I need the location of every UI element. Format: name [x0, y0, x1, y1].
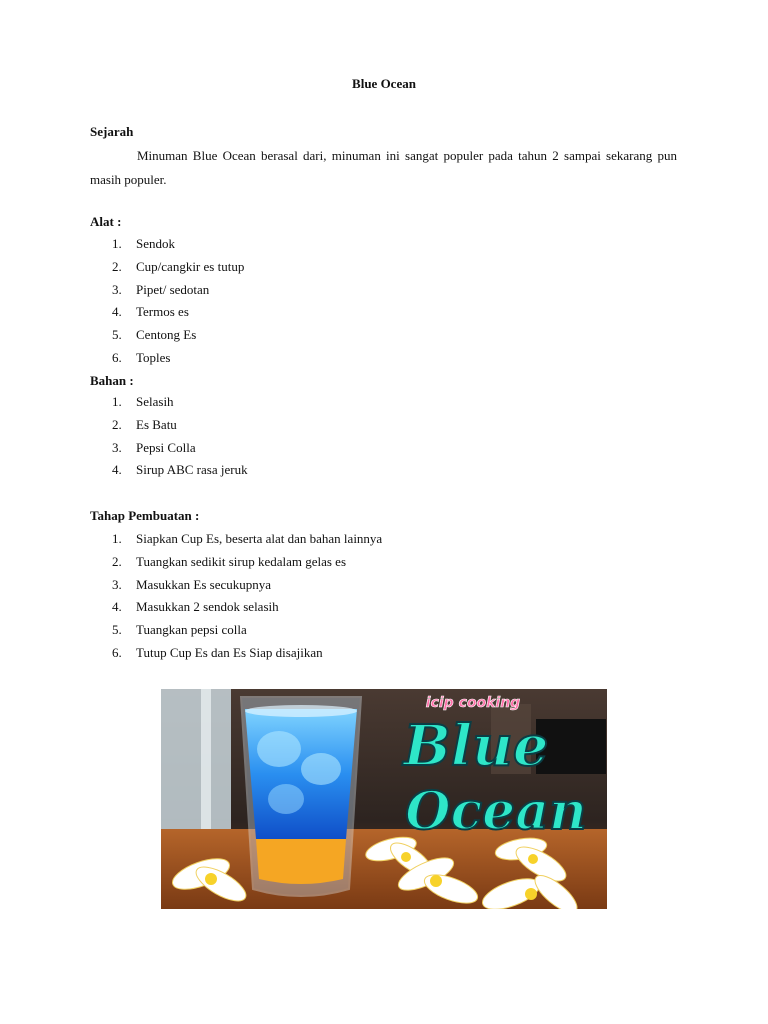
alat-item [90, 301, 244, 324]
list-item-text: Sirup ABC rasa jeruk [136, 462, 248, 478]
list-item-text: Siapkan Cup Es, beserta alat dan bahan lainnya [136, 531, 383, 546]
list-number: 4. [112, 304, 122, 320]
list-number: 5. [112, 327, 122, 343]
alat-item [90, 324, 244, 347]
list-item-text: Tuangkan sedikit sirup kedalam gelas es [136, 553, 347, 569]
tahap-item [90, 596, 382, 619]
list-item-text: Tuangkan pepsi colla [136, 622, 247, 638]
alat-item [90, 279, 244, 302]
sejarah-heading: Sejarah [90, 124, 134, 139]
blue-ocean-photo [161, 689, 607, 909]
tahap-item [90, 619, 382, 642]
alat-item [90, 233, 244, 256]
bahan-item [90, 459, 248, 482]
bahan-item [90, 414, 248, 437]
list-number: 1. [112, 394, 122, 409]
list-number: 6. [112, 644, 122, 660]
tahap-item [90, 642, 382, 665]
photo-title-word1: Blue [403, 713, 549, 779]
list-item-text: Tutup Cup Es dan Es Siap disajikan [136, 644, 323, 660]
list-number: 4. [112, 462, 122, 478]
list-item-text: Pipet/ sedotan [136, 281, 210, 297]
list-number: 4. [112, 599, 122, 615]
list-number: 6. [112, 349, 122, 365]
list-item-text: Cup/cangkir es tutup [136, 258, 245, 274]
alat-item [90, 256, 244, 279]
bahan-heading: Bahan : [90, 373, 134, 388]
list-item-text: Es Batu [136, 416, 177, 432]
list-number: 3. [112, 576, 122, 592]
document-title: Blue Ocean [352, 76, 416, 91]
list-number: 2. [112, 258, 122, 274]
list-item-text: Masukkan 2 sendok selasih [136, 599, 279, 615]
bahan-list [90, 391, 248, 482]
list-number: 3. [112, 439, 122, 455]
list-number: 2. [112, 416, 122, 432]
list-item-text: Termos es [136, 304, 189, 320]
tahap-item [90, 551, 382, 574]
list-number: 2. [112, 553, 122, 569]
alat-list [90, 233, 244, 370]
tahap-list [90, 528, 382, 665]
bahan-item [90, 391, 248, 414]
tahap-heading: Tahap Pembuatan : [90, 508, 200, 523]
alat-heading: Alat : [90, 214, 122, 229]
tahap-item [90, 528, 382, 551]
list-item-text: Masukkan Es secukupnya [136, 576, 272, 592]
alat-item [90, 347, 244, 370]
photo-channel-text: icip cooking [425, 695, 521, 711]
sejarah-paragraph: Minuman Blue Ocean berasal dari, minuman ini sangat populer pada tahun 2 sampai sekarang pun masih populer. [90, 148, 677, 187]
bahan-item [90, 437, 248, 460]
list-item-text: Selasih [136, 394, 174, 409]
tahap-item [90, 574, 382, 597]
list-item-text: Pepsi Colla [136, 439, 196, 455]
list-item-text: Sendok [136, 236, 175, 251]
photo-title-word2: Ocean [405, 781, 587, 842]
list-number: 3. [112, 281, 122, 297]
list-item-text: Centong Es [136, 327, 197, 343]
list-number: 5. [112, 622, 122, 638]
list-item-text: Toples [136, 349, 171, 365]
list-number: 1. [112, 236, 122, 251]
list-number: 1. [112, 531, 122, 546]
